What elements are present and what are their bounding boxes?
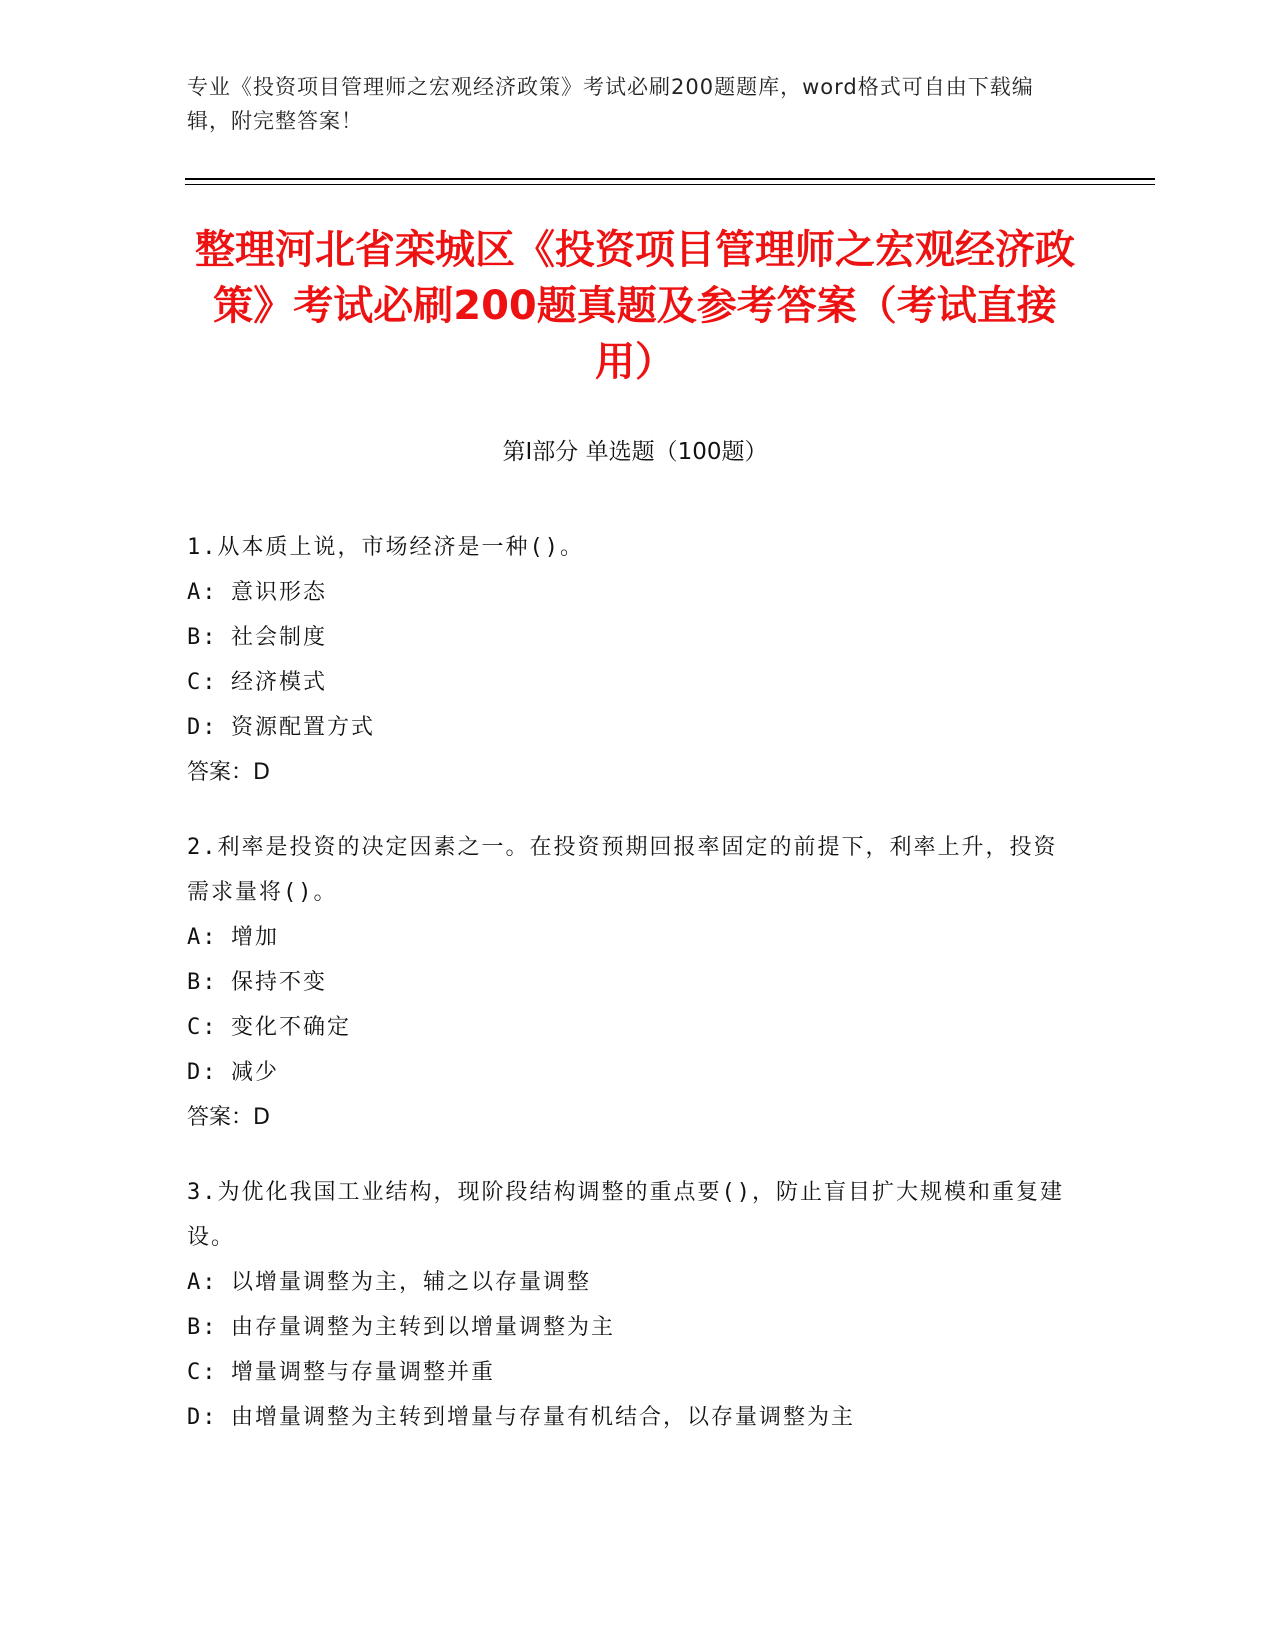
option-key: B: (187, 625, 218, 650)
option-text: 经济模式 (231, 670, 328, 695)
option-d (187, 1395, 1067, 1440)
option-key: D: (187, 1405, 218, 1430)
option-key: C: (187, 1015, 218, 1040)
option-text: 增加 (231, 925, 280, 950)
answer-line: 答案：D (187, 1105, 270, 1130)
option-text: 增量调整与存量调整并重 (231, 1360, 496, 1385)
option-b (187, 960, 1067, 1005)
header-note: 专业《投资项目管理师之宏观经济政策》考试必刷200题题库，word格式可自由下载编辑，附完整答案！ (187, 75, 1034, 133)
option-text: 保持不变 (231, 970, 328, 995)
option-text: 以增量调整为主，辅之以存量调整 (231, 1270, 592, 1295)
option-key: D: (187, 1060, 218, 1085)
question-2 (187, 825, 1067, 1140)
option-key: A: (187, 1270, 218, 1295)
option-key: B: (187, 1315, 218, 1340)
option-text: 意识形态 (231, 580, 328, 605)
question-stem: 2.利率是投资的决定因素之一。在投资预期回报率固定的前提下，利率上升，投资需求量将()。 (187, 835, 1058, 905)
option-text: 变化不确定 (231, 1015, 352, 1040)
option-a (187, 570, 1067, 615)
option-c (187, 1005, 1067, 1050)
question-stem: 3.为优化我国工业结构，现阶段结构调整的重点要()，防止盲目扩大规模和重复建设。 (187, 1180, 1064, 1250)
header-rule-thin (185, 184, 1155, 185)
answer-line: 答案：D (187, 760, 270, 785)
option-a (187, 915, 1067, 960)
option-d (187, 1050, 1067, 1095)
question-3 (187, 1170, 1067, 1440)
question-1 (187, 525, 1067, 795)
question-list (187, 525, 1067, 1470)
option-text: 由存量调整为主转到以增量调整为主 (231, 1315, 616, 1340)
option-text: 减少 (231, 1060, 280, 1085)
option-a (187, 1260, 1067, 1305)
option-key: A: (187, 925, 218, 950)
option-text: 社会制度 (231, 625, 328, 650)
option-key: C: (187, 1360, 218, 1385)
option-text: 由增量调整为主转到增量与存量有机结合，以存量调整为主 (231, 1405, 856, 1430)
option-c (187, 1350, 1067, 1395)
question-stem: 1.从本质上说，市场经济是一种()。 (187, 535, 584, 560)
header-rule-thick (185, 178, 1155, 180)
option-text: 资源配置方式 (231, 715, 376, 740)
option-key: B: (187, 970, 218, 995)
option-key: D: (187, 715, 218, 740)
option-d (187, 705, 1067, 750)
document-title: 整理河北省栾城区《投资项目管理师之宏观经济政策》考试必刷200题真题及参考答案（考试直接用） (195, 227, 1075, 385)
option-key: C: (187, 670, 218, 695)
option-c (187, 660, 1067, 705)
option-b (187, 1305, 1067, 1350)
section-heading: 第Ⅰ部分 单选题（100题） (502, 439, 768, 465)
option-b (187, 615, 1067, 660)
option-key: A: (187, 580, 218, 605)
